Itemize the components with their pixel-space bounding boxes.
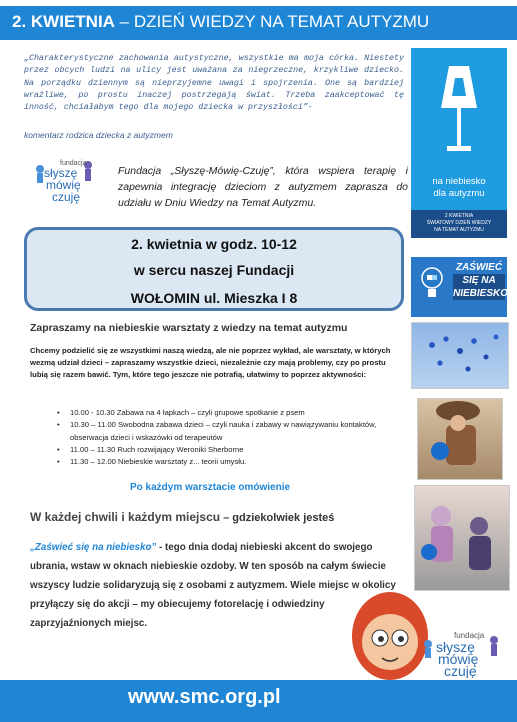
event-place: w sercu naszej Fundacji (133, 262, 295, 278)
logo-word-mowie: mówię (438, 651, 479, 667)
lightbulb-icon (419, 265, 445, 305)
event-date: 2. kwietnia w godz. 10-12 (131, 236, 297, 252)
foundation-logo-bottom (420, 628, 506, 678)
schedule-list (60, 407, 390, 468)
list-item: • 10.30 – 11.00 Swobodna zabawa dzieci – czyli nauka i zabawy w nawiązywaniu kontaktów, obserwacja dzieci i wskazówki od terapeutów (60, 419, 390, 444)
share-paragraph: Chcemy podzielić się ze wszystkimi naszą wiedzą, ale nie poprzez wykład, ale warsztaty, w których wezmą udział dzieci – zapraszamy wszystkie dzieci, niezależnie czy mają problemy, czy po prostu lubią się razem bawić. Tym, które tego jeszcze nie potrafią, ułatwimy to poprzez aktywności: (30, 346, 391, 380)
invite-heading: Zapraszamy na niebieskie warsztaty z wiedzy na temat autyzmu (30, 322, 348, 334)
photo-children-street (414, 485, 510, 591)
event-info-box (24, 227, 404, 311)
logo-word-slysze: słyszę (44, 166, 78, 180)
logo-word-fundacja: fundacja (60, 160, 87, 167)
foundation-description: Fundacja „Słyszę-Mówię-Czuję”, która wspiera terapię i zapewnia integrację dzieciom z autyzmem zaprasza do udziału w Dniu Wiedzy na Temat Autyzmu. (118, 165, 408, 209)
logo-word-mowie: mówię (46, 178, 81, 192)
photo-balloons (411, 322, 509, 389)
badge-line-3: NIEBIESKO (453, 288, 509, 299)
poster-strip-1: 2 KWIETNIA (444, 213, 474, 219)
list-item: • 10.00 - 10.30 Zabawa na 4 łapkach – czyli grupowe spotkanie z psem (60, 407, 390, 419)
logo-word-fundacja: fundacja (454, 631, 485, 640)
website-link[interactable]: www.smc.org.pl (128, 686, 281, 708)
quote-author: komentarz rodzica dziecka z autyzmem (24, 130, 173, 140)
after-workshop-note: Po każdym warsztacie omówienie (129, 482, 291, 493)
every-moment-heading: W każdej chwili i każdym miejscu – gdziekolwiek jesteś (30, 510, 335, 524)
photo-child-balloon (417, 398, 503, 480)
logo-word-czuje: czuję (52, 190, 81, 204)
poster-strip (411, 210, 507, 238)
shine-blue-badge (411, 257, 507, 317)
list-item: • 11.30 – 12.00 Niebieskie warsztaty z... teorii umysłu. (60, 456, 390, 468)
footer-bar (0, 680, 517, 722)
foundation-logo (32, 155, 102, 205)
parent-quote: „Charakterystyczne zachowania autystyczne, wszystkie ma moja córka. Niestety przez obcych ludzi na ulicy jest uważana za niegrzeczne, krzykliwe dziecko. Na porządku dziennym są nieprzyjemne uwagi i spojrzenia. One są bardziej wrażliwe, po prostu inaczej postrzegają świat. Trzeba zaakceptować tę inność, chciałabym tego dla mojego dziecka w przyszłości”- (24, 54, 404, 113)
logo-word-czuje: czuję (444, 663, 477, 678)
header-bar (0, 6, 517, 40)
logo-word-slysze: słyszę (436, 639, 475, 655)
list-item: • 11.00 – 11.30 Ruch rozwijający Weroniki Sherborne (60, 444, 390, 456)
badge-line-2: SIĘ NA (453, 274, 505, 287)
poster-strip-2: ŚWIATOWY DZIEŃ WIEDZY (426, 220, 492, 226)
shine-paragraph: „Zaświeć się na niebiesko” - tego dnia dodaj niebieski akcent do swojego ubrania, wstaw w oknach niebieskie ozdoby. W ten sposób na całym świecie wszyscy ludzie solidaryzują się z osobami z autyzmem. Wiele miejsc w okolicy przyłączy się do akcji – my obiecujemy fotorelację i odwiedziny zaprzyjaźnionych miejsc. (30, 542, 396, 629)
poster-line-1: na niebiesko (432, 176, 486, 187)
poster-line-2: dla autyzmu (433, 188, 485, 199)
badge-line-1: ZAŚWIEĆ (455, 262, 503, 273)
event-address: WOŁOMIN ul. Mieszka I 8 (130, 290, 298, 306)
lamp-icon (435, 66, 483, 156)
poster-strip-3: NA TEMAT AUTYZMU (434, 227, 484, 233)
page-title: 2. KWIETNIA – DZIEŃ WIEDZY NA TEMAT AUTYZMU (12, 12, 430, 31)
autism-awareness-poster (411, 48, 507, 238)
